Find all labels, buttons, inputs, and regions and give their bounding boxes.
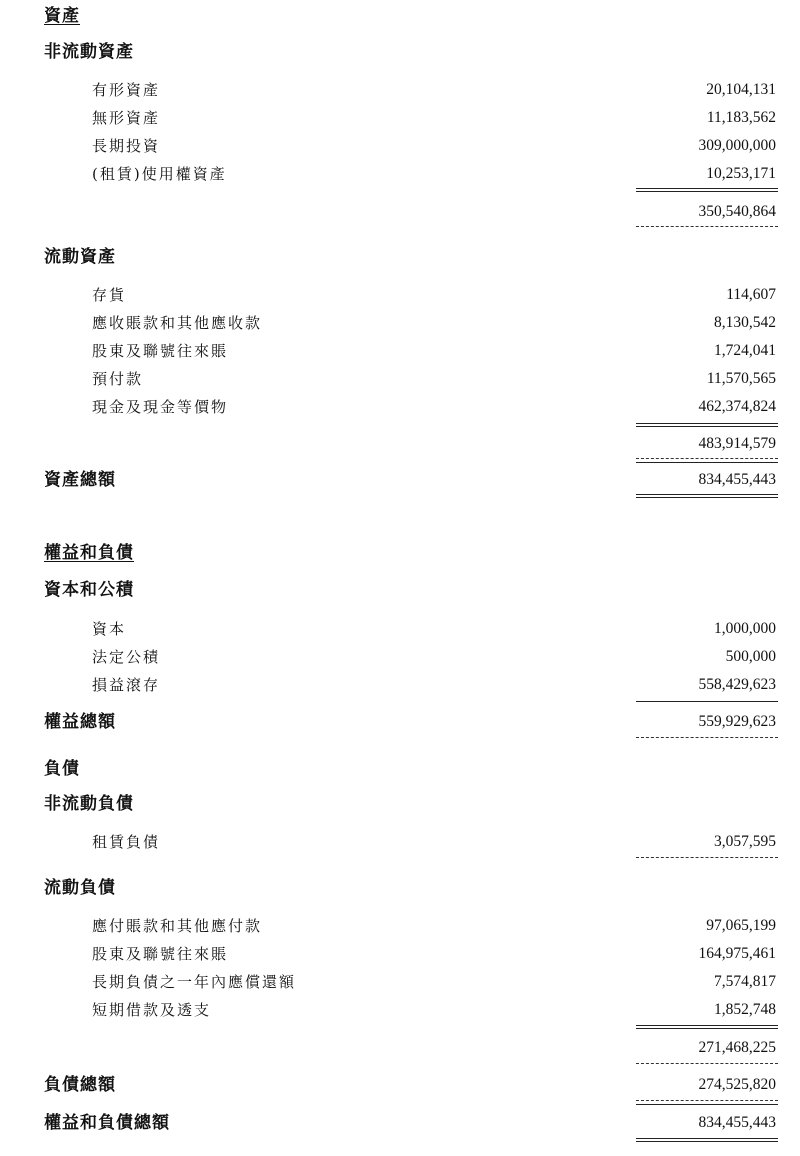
asset-amount: 462,374,824: [698, 398, 776, 415]
total-assets-amount: 834,455,443: [698, 471, 776, 488]
asset-amount: 1,724,041: [714, 342, 776, 359]
liability-label: 短期借款及透支: [92, 1001, 212, 1019]
equity-amount: 1,000,000: [714, 620, 776, 637]
total-assets-row: [0, 468, 800, 492]
asset-label: (租賃)使用權資產: [92, 165, 227, 183]
non-current-liabilities-heading-row: [0, 792, 800, 816]
asset-amount: 8,130,542: [714, 314, 776, 331]
asset-amount: 11,570,565: [706, 370, 776, 387]
liability-amount: 7,574,817: [714, 973, 776, 990]
liability-line: [0, 914, 800, 938]
total-liabilities-amount: 274,525,820: [698, 1076, 776, 1093]
non-current-assets-heading: 非流動資產: [44, 42, 134, 62]
equity-label: 資本: [92, 620, 127, 638]
current-liabilities-heading: 流動負債: [44, 878, 116, 898]
asset-label: 無形資產: [92, 109, 161, 127]
liability-amount: 97,065,199: [706, 917, 776, 934]
asset-line: [0, 106, 800, 130]
asset-line: [0, 134, 800, 158]
rule-double: [636, 1141, 778, 1142]
asset-label: 現金及現金等價物: [92, 398, 229, 416]
rule-double: [636, 1138, 778, 1139]
asset-label: 股東及聯號往來賬: [92, 342, 229, 360]
rule-solid: [636, 1028, 778, 1029]
total-equity-row: [0, 710, 800, 734]
equity-label: 法定公積: [92, 648, 161, 666]
liability-line: [0, 942, 800, 966]
capital-reserves-heading-row: [0, 578, 800, 602]
liabilities-heading-row: [0, 757, 800, 781]
current-assets-heading: 流動資產: [44, 247, 116, 267]
asset-label: 長期投資: [92, 137, 161, 155]
liability-amount: 3,057,595: [714, 833, 776, 850]
assets-title: 資產: [44, 6, 80, 26]
rule-dashed: [636, 737, 778, 738]
current-liabilities-heading-row: [0, 876, 800, 900]
asset-line: [0, 367, 800, 391]
non-current-assets-heading-row: [0, 40, 800, 64]
current-assets-subtotal: 483,914,579: [698, 435, 776, 452]
total-assets-label: 資產總額: [44, 470, 116, 490]
liability-amount: 1,852,748: [714, 1001, 776, 1018]
current-assets-heading-row: [0, 245, 800, 269]
total-liabilities-label: 負債總額: [44, 1075, 116, 1095]
liability-label: 應付賬款和其他應付款: [92, 917, 263, 935]
rule-dashed: [636, 458, 778, 459]
rule-solid: [636, 1025, 778, 1026]
rule-solid: [636, 423, 778, 424]
equity-label: 損益滾存: [92, 676, 161, 694]
asset-line: [0, 395, 800, 419]
equity-line: [0, 645, 800, 669]
asset-amount: 309,000,000: [698, 137, 776, 154]
rule-dashed: [636, 226, 778, 227]
asset-amount: 20,104,131: [706, 81, 776, 98]
current-liabilities-subtotal-row: [0, 1036, 800, 1060]
asset-amount: 11,183,562: [706, 109, 776, 126]
equity-liabilities-title: 權益和負債: [44, 543, 134, 563]
liability-line: [0, 970, 800, 994]
equity-amount: 500,000: [725, 648, 776, 665]
non-current-assets-subtotal-row: [0, 200, 800, 224]
liability-amount: 164,975,461: [698, 945, 776, 962]
asset-line: [0, 78, 800, 102]
asset-label: 有形資產: [92, 81, 161, 99]
rule-solid: [636, 426, 778, 427]
rule-solid: [636, 191, 778, 192]
asset-label: 存貨: [92, 286, 127, 304]
liability-label: 股東及聯號往來賬: [92, 945, 229, 963]
equity-liabilities-title-row: [0, 541, 800, 565]
equity-amount: 558,429,623: [698, 676, 776, 693]
rule-double: [636, 497, 778, 498]
asset-label: 預付款: [92, 370, 144, 388]
liability-line: [0, 830, 800, 854]
current-liabilities-subtotal: 271,468,225: [698, 1039, 776, 1056]
rule-solid: [636, 188, 778, 189]
assets-title-row: [0, 4, 800, 28]
rule-solid: [636, 1104, 778, 1105]
grand-total-label: 權益和負債總額: [44, 1113, 170, 1133]
asset-line: [0, 283, 800, 307]
rule-solid: [636, 462, 778, 463]
liability-label: 長期負債之一年內應償還額: [92, 973, 297, 991]
equity-line: [0, 617, 800, 641]
rule-dashed: [636, 1063, 778, 1064]
current-assets-subtotal-row: [0, 432, 800, 456]
liability-line: [0, 998, 800, 1022]
equity-line: [0, 673, 800, 697]
grand-total-amount: 834,455,443: [698, 1114, 776, 1131]
non-current-liabilities-heading: 非流動負債: [44, 794, 134, 814]
rule-dashed: [636, 1100, 778, 1101]
rule-double: [636, 494, 778, 495]
capital-reserves-heading: 資本和公積: [44, 580, 134, 600]
rule-solid: [636, 701, 778, 702]
asset-line: [0, 162, 800, 186]
asset-amount: 114,607: [726, 286, 776, 303]
total-equity-amount: 559,929,623: [698, 713, 776, 730]
non-current-assets-subtotal: 350,540,864: [698, 203, 776, 220]
asset-line: [0, 339, 800, 363]
asset-amount: 10,253,171: [706, 165, 776, 182]
total-equity-label: 權益總額: [44, 712, 116, 732]
rule-dashed: [636, 857, 778, 858]
liability-label: 租賃負債: [92, 833, 161, 851]
total-liabilities-row: [0, 1073, 800, 1097]
liabilities-heading: 負債: [44, 759, 80, 779]
asset-label: 應收賬款和其他應收款: [92, 314, 263, 332]
asset-line: [0, 311, 800, 335]
grand-total-row: [0, 1111, 800, 1135]
